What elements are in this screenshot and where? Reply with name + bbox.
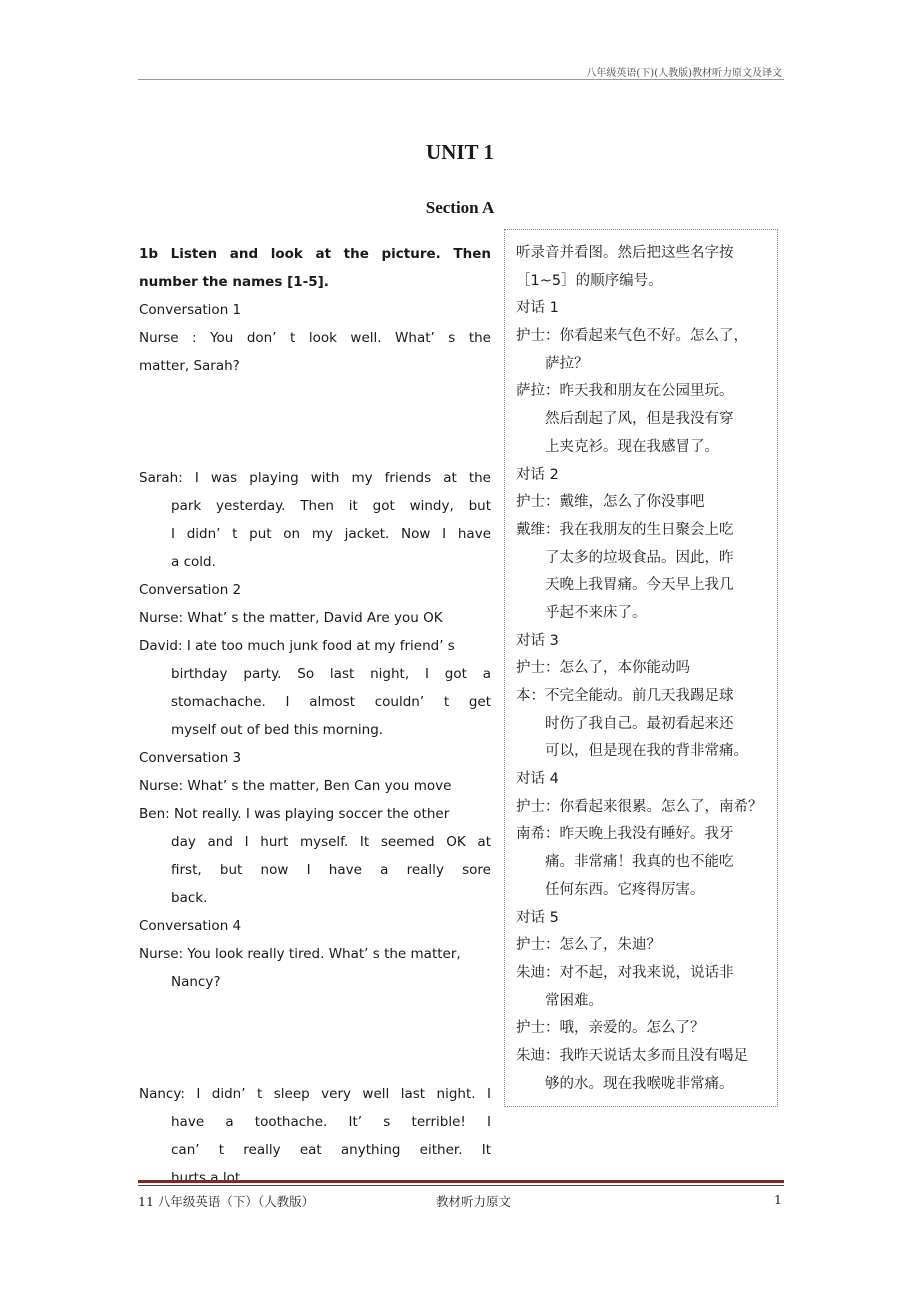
translation-line: 听录音并看图。然后把这些名字按 — [516, 245, 734, 261]
dialogue-line: David: I ate too much junk food at my friend’ s — [139, 638, 455, 654]
conversation-heading: Conversation 4 — [139, 918, 242, 934]
translation-line: 护士：哦，亲爱的。怎么了？ — [516, 1020, 705, 1037]
translation-heading: 对话 1 — [516, 300, 559, 317]
chinese-translation — [516, 240, 768, 1098]
dialogue-line: Nancy: I didn’ t sleep very well last night. I — [139, 1086, 491, 1102]
translation-line: 天晚上我胃痛。今天早上我几 — [545, 577, 734, 594]
instruction-line: number the names [1-5]. — [139, 274, 329, 290]
translation-line: 戴维：我在我朋友的生日聚会上吃 — [516, 521, 734, 538]
footer-rule-thick — [138, 1180, 784, 1183]
translation-line: 乎起不来床了。 — [545, 604, 647, 621]
dialogue-line: Sarah: I was playing with my friends at the — [139, 470, 491, 486]
translation-line: 护士：怎么了，朱迪？ — [516, 937, 661, 954]
dialogue-line: park yesterday. Then it got windy, but — [171, 498, 491, 514]
dialogue-line: birthday party. So last night, I got a — [171, 666, 491, 682]
dialogue-line: matter, Sarah? — [139, 358, 240, 374]
section-title: Section A — [425, 198, 495, 217]
conversation-heading: Conversation 3 — [139, 750, 242, 766]
translation-line: 时伤了我自己。最初看起来还 — [545, 715, 734, 732]
translation-heading: 对话 4 — [516, 771, 559, 788]
translation-line: 任何东西。它疼得厉害。 — [545, 881, 705, 898]
dialogue-line: Nurse : You don’ t look well. What’ s the — [139, 330, 491, 346]
translation-line: 护士：怎么了，本你能动吗 — [516, 660, 690, 677]
footer-center: 教材听力原文 — [436, 1194, 512, 1209]
translation-line: 萨拉：昨天我和朋友在公园里玩。 — [516, 383, 734, 400]
blank-gap — [139, 1024, 491, 1052]
dialogue-line: have a toothache. It’ s terrible! I — [171, 1114, 491, 1130]
dialogue-line: I didn’ t put on my jacket. Now I have — [171, 526, 491, 542]
header-title: 八年级英语(下)(人教版)教材听力原文及译文 — [586, 68, 782, 79]
dialogue-line: back. — [171, 890, 208, 906]
translation-line: 了太多的垃圾食品。因此，昨 — [545, 549, 734, 566]
dialogue-line: Nurse: What’ s the matter, Ben Can you move — [139, 778, 452, 794]
dialogue-line: myself out of bed this morning. — [171, 722, 384, 738]
footer-rule-thin — [138, 1185, 784, 1186]
header-rule — [138, 79, 784, 80]
blank-gap — [139, 996, 491, 1024]
dialogue-line: a cold. — [171, 554, 216, 570]
translation-line: 常困难。 — [545, 992, 603, 1009]
translation-line: 痛。非常痛！我真的也不能吃 — [545, 854, 734, 871]
translation-line: 南希：昨天晚上我没有睡好。我牙 — [516, 826, 734, 843]
page-number: 1 — [774, 1192, 782, 1207]
translation-line: 萨拉？ — [545, 355, 589, 372]
translation-line: 朱迪：对不起，对我来说，说话非 — [516, 964, 734, 981]
unit-title: UNIT 1 — [426, 140, 494, 164]
dialogue-line: stomachache. I almost couldn’ t get — [171, 694, 491, 710]
dialogue-line: can’ t really eat anything either. It — [171, 1142, 491, 1158]
translation-heading: 对话 3 — [516, 632, 559, 649]
conversation-heading: Conversation 1 — [139, 302, 242, 318]
translation-line: 够的水。现在我喉咙非常痛。 — [545, 1075, 734, 1092]
dialogue-line: Nurse: You look really tired. What’ s the matter, — [139, 946, 461, 962]
translation-line: 护士：戴维，怎么了你没事吧 — [516, 494, 705, 511]
dialogue-line: Nancy? — [171, 974, 221, 990]
dialogue-line: day and I hurt myself. It seemed OK at — [171, 834, 491, 850]
dialogue-line: hurts a lot. — [171, 1170, 245, 1186]
translation-line: 朱迪：我昨天说话太多而且没有喝足 — [516, 1047, 748, 1064]
translation-line: 可以，但是现在我的背非常痛。 — [545, 743, 748, 760]
blank-gap — [139, 436, 491, 464]
translation-line: 护士：你看起来很累。怎么了，南希？ — [516, 798, 763, 815]
blank-gap — [139, 408, 491, 436]
blank-gap — [139, 380, 491, 408]
dialogue-line: first, but now I have a really sore — [171, 862, 491, 878]
dialogue-line: Nurse: What’ s the matter, David Are you OK — [139, 610, 443, 626]
instruction-line: 1b Listen and look at the picture. Then — [139, 246, 491, 262]
conversation-heading: Conversation 2 — [139, 582, 242, 598]
translation-heading: 对话 2 — [516, 466, 559, 483]
translation-line: 然后刮起了风，但是我没有穿 — [545, 411, 734, 428]
translation-line: 本：不完全能动。前几天我踢足球 — [516, 688, 734, 704]
blank-gap — [139, 1052, 491, 1080]
translation-line: ［1~5］的顺序编号。 — [516, 272, 663, 289]
english-transcript — [139, 240, 491, 1192]
dialogue-line: Ben: Not really. I was playing soccer the other — [139, 806, 450, 822]
translation-line: 上夹克衫。现在我感冒了。 — [545, 438, 719, 455]
translation-line: 护士：你看起来气色不好。怎么了， — [516, 328, 748, 345]
footer-left: 11 八年级英语（下）（人教版） — [138, 1194, 315, 1209]
translation-heading: 对话 5 — [516, 909, 559, 926]
